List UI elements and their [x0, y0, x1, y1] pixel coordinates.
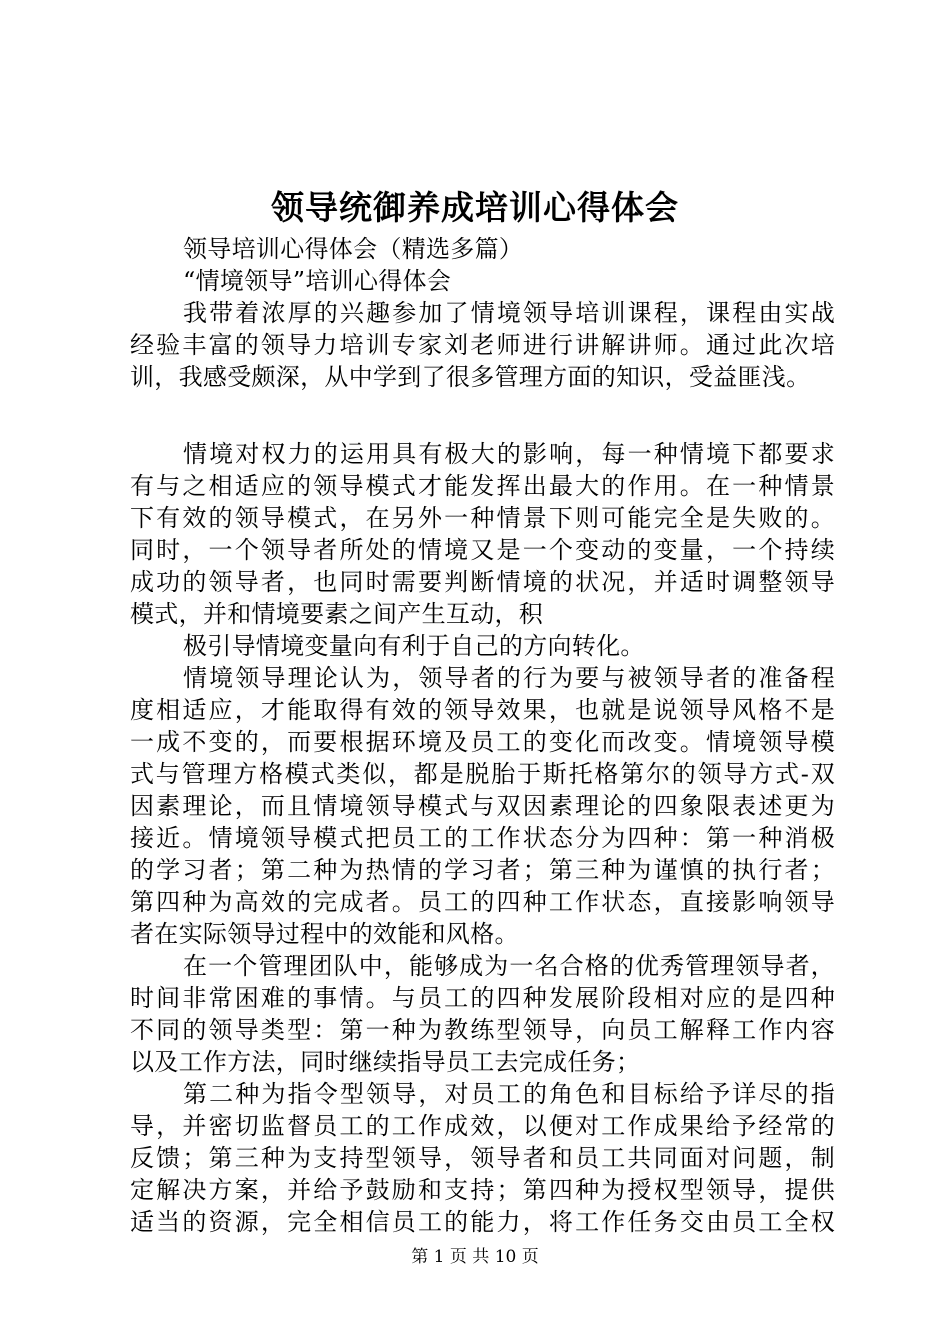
paragraph-line: 情境对权力的运用具有极大的影响，每一种情境下都要求 — [183, 440, 835, 468]
subtitle-line: 领导培训心得体会（精选多篇） — [183, 235, 524, 263]
paragraph-line: 有与之相适应的领导模式才能发挥出最大的作用。在一种情景 — [130, 472, 835, 500]
paragraph-line: 第二种为指令型领导，对员工的角色和目标给予详尽的指 — [183, 1080, 835, 1108]
paragraph-line: 在一个管理团队中，能够成为一名合格的优秀管理领导者， — [183, 952, 835, 980]
paragraph-line: 模式，并和情境要素之间产生互动，积 — [130, 600, 544, 628]
paragraph-line: 我带着浓厚的兴趣参加了情境领导培训课程，课程由实战 — [183, 299, 835, 327]
paragraph-line: 不同的领导类型：第一种为教练型领导，向员工解释工作内容 — [130, 1016, 835, 1044]
paragraph-line: 定解决方案，并给予鼓励和支持；第四种为授权型领导，提供 — [130, 1176, 835, 1204]
paragraph-line: 第四种为高效的完成者。员工的四种工作状态，直接影响领导 — [130, 888, 835, 916]
paragraph-line: 情境领导理论认为，领导者的行为要与被领导者的准备程 — [183, 664, 835, 692]
paragraph-line: 反馈；第三种为支持型领导，领导者和员工共同面对问题，制 — [130, 1144, 835, 1172]
paragraph-line: 适当的资源，完全相信员工的能力，将工作任务交由员工全权 — [130, 1208, 835, 1236]
paragraph-line: 极引导情境变量向有利于自己的方向转化。 — [183, 632, 645, 660]
paragraph-line: 的学习者；第二种为热情的学习者；第三种为谨慎的执行者； — [130, 856, 835, 884]
paragraph-line: 同时，一个领导者所处的情境又是一个变动的变量，一个持续 — [130, 536, 835, 564]
paragraph-line: 以及工作方法，同时继续指导员工去完成任务； — [130, 1048, 641, 1076]
document-body — [130, 233, 835, 1238]
paragraph-line: 训，我感受颇深，从中学到了很多管理方面的知识，受益匪浅。 — [130, 363, 811, 391]
paragraph-line: 成功的领导者，也同时需要判断情境的状况，并适时调整领导 — [130, 568, 835, 596]
paragraph-line: 时间非常困难的事情。与员工的四种发展阶段相对应的是四种 — [130, 984, 835, 1012]
paragraph-line: 导，并密切监督员工的工作成效，以便对工作成果给予经常的 — [130, 1112, 835, 1140]
paragraph-gap — [130, 393, 835, 438]
paragraph-line: 者在实际领导过程中的效能和风格。 — [130, 920, 519, 948]
paragraph-line: 式与管理方格模式类似，都是脱胎于斯托格第尔的领导方式-双 — [130, 760, 835, 788]
paragraph-line: 度相适应，才能取得有效的领导效果，也就是说领导风格不是 — [130, 696, 835, 724]
paragraph-line: 接近。情境领导模式把员工的工作状态分为四种：第一种消极 — [130, 824, 835, 852]
document-title: 领导统御养成培训心得体会 — [271, 188, 679, 227]
paragraph-line: 一成不变的，而要根据环境及员工的变化而改变。情境领导模 — [130, 728, 835, 756]
paragraph-line: 下有效的领导模式，在另外一种情景下则可能完全是失败的。 — [130, 504, 835, 532]
paragraph-line: 因素理论，而且情境领导模式与双因素理论的四象限表述更为 — [130, 792, 835, 820]
paragraph-line: 经验丰富的领导力培训专家刘老师进行讲解讲师。通过此次培 — [130, 331, 835, 359]
section-heading: “情境领导”培训心得体会 — [183, 267, 452, 295]
page-number: 第 1 页 共 10 页 — [411, 1247, 539, 1267]
